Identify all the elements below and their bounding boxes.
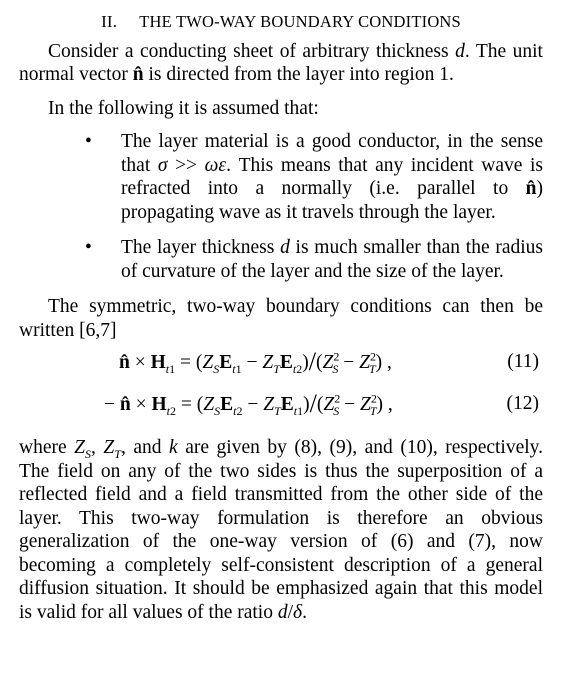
- section-title: THE TWO-WAY BOUNDARY CONDITIONS: [139, 12, 461, 31]
- list-item: • The layer thickness d is much smaller than the radius of curvature of the layer and the size of the layer.: [85, 237, 543, 282]
- equation-12-body: − n̂ × $H_{t2} = (Z_SE_{t2} - Z_TE_{t1})/(Z^2_S - Z^2_T)$ ,: [104, 389, 393, 418]
- assumption-list: [19, 130, 543, 283]
- section-number: II.: [101, 12, 118, 31]
- paper-page: [19, 8, 543, 624]
- equation-12: [19, 384, 543, 426]
- paragraph-intro: Consider a conducting sheet of arbitrary thickness d. The unit normal vector n̂ is directed from the layer into region 1.: [19, 40, 543, 85]
- equation-11-tag: (11): [507, 351, 539, 372]
- bullet-icon: •: [85, 237, 92, 258]
- equation-12-tag: (12): [506, 393, 539, 414]
- section-heading: [19, 10, 543, 34]
- bullet-icon: •: [85, 131, 92, 152]
- equation-11-body: n̂ × $H_{t1} = (Z_SE_{t1} - Z_TE_{t2})/(Z^2_S - Z^2_T)$ ,: [119, 347, 392, 376]
- paragraph-discussion: where $Z_S$, $Z_T$, and k are given by (8), (9), and (10), respectively. The field on any of the two sides is thus the superposition of a reflected field and a field transmitted from the other side of the layer. This two-way formulation is therefore an obvious generalization of the one-way version of (6) and (7), now becoming a completely self-consistent description of a general diffusion situation. It should be emphasized again that this model is valid for all values of the ratio d/δ.: [19, 437, 544, 623]
- list-item: • The layer material is a good conductor, in the sense that σ >> ωε. This means that any incident wave is refracted into a normally (i.e. parallel to n̂) propagating wave as it travels through the layer.: [85, 131, 543, 223]
- paragraph-assumption: In the following it is assumed that:: [48, 97, 319, 119]
- paragraph-boundary: The symmetric, two-way boundary conditions can then be written [6,7]: [19, 296, 543, 341]
- equation-11: [19, 342, 543, 384]
